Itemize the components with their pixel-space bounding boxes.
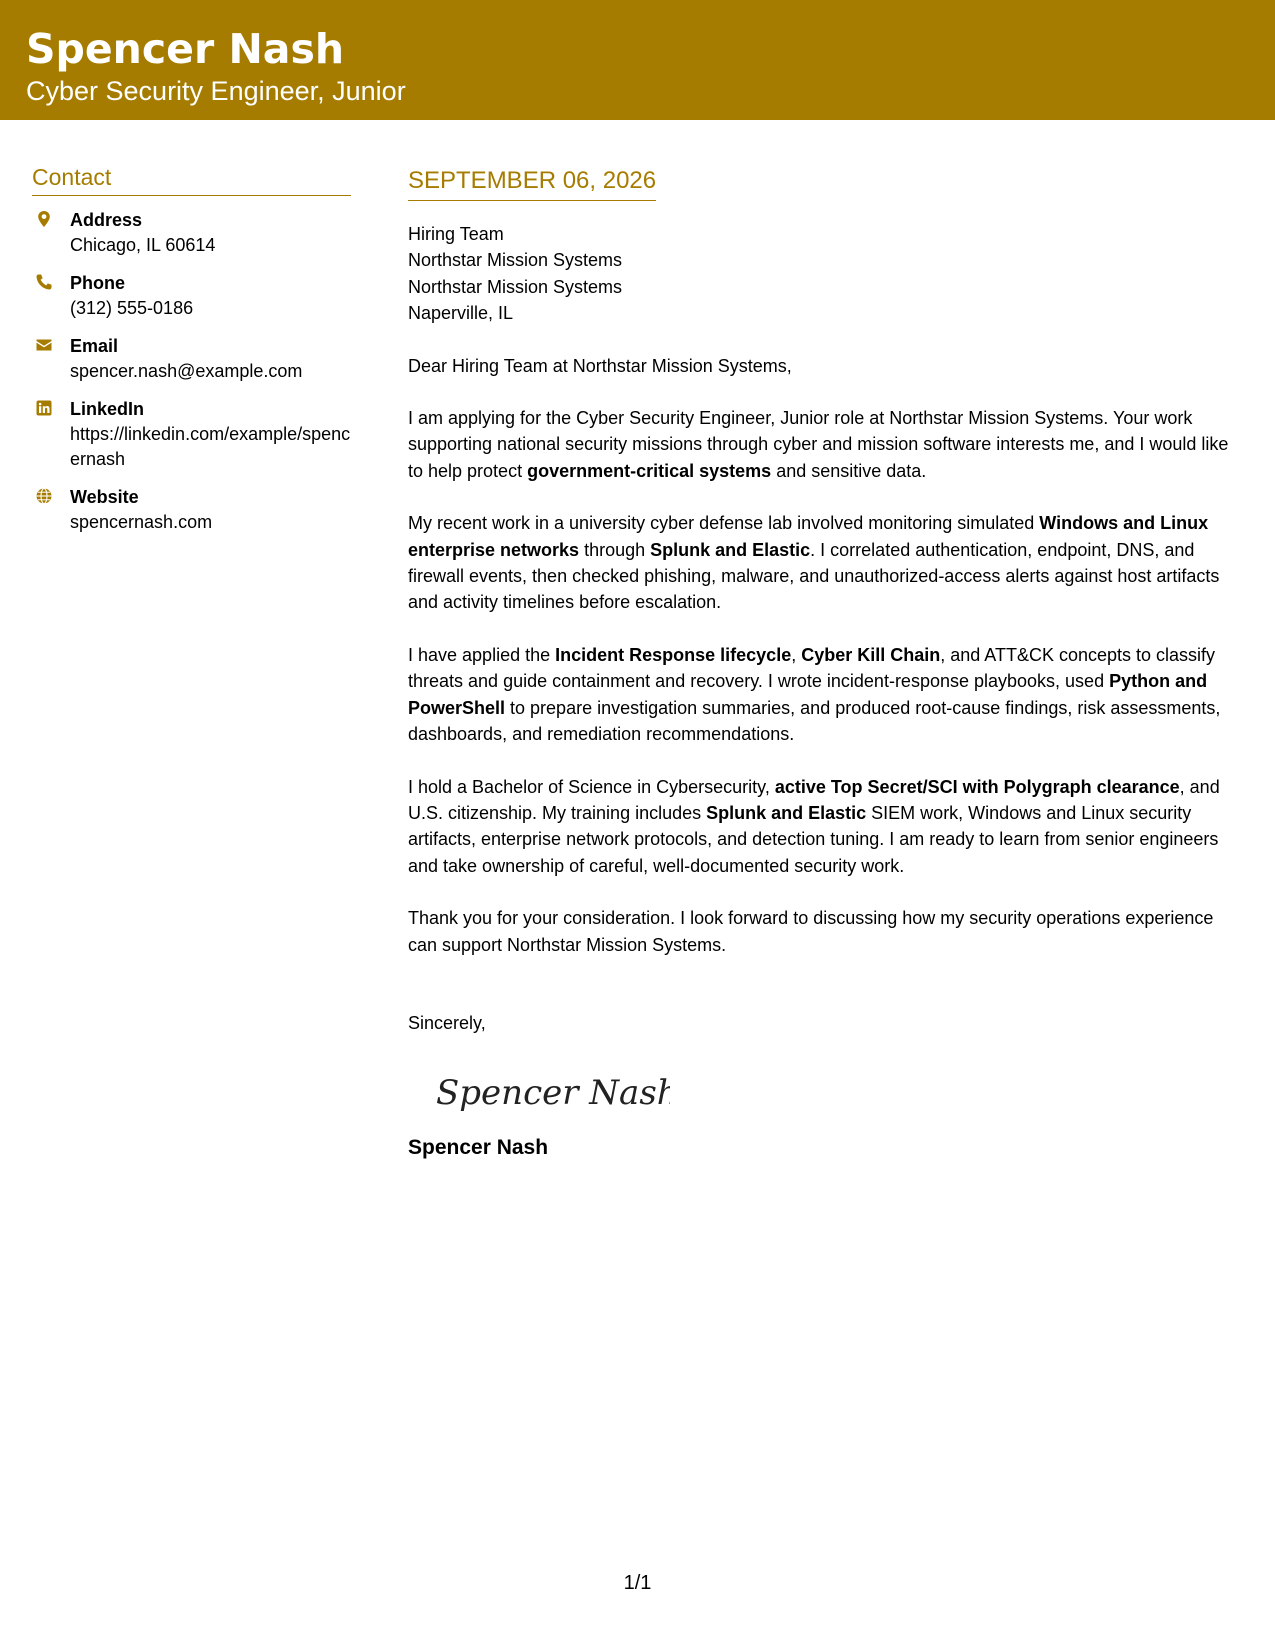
phone-value: (312) 555-0186: [70, 298, 194, 318]
email-label: Email: [70, 336, 119, 356]
header-banner: [0, 0, 1275, 120]
signature-image: [430, 1056, 1246, 1126]
contact-item-phone: [32, 271, 351, 321]
linkedin-icon: [35, 399, 53, 417]
website-value[interactable]: spencernash.com: [70, 512, 213, 532]
recipient-line: Naperville, IL: [408, 303, 514, 324]
closing: Sincerely,: [408, 1012, 486, 1033]
contact-item-email: [32, 334, 351, 384]
applicant-name: Spencer Nash: [26, 25, 345, 73]
paragraph-1: I am applying for the Cyber Security Engineer, Junior role at Northstar Mission Systems. Your work supporting national security missions through cyber and mission software interests me, and I would like to help protect government-critical systems and sensitive data.: [408, 408, 1229, 481]
signer-name: Spencer Nash: [408, 1136, 549, 1160]
contact-item-address: [32, 208, 351, 258]
linkedin-value[interactable]: https://linkedin.com/example/spencernash: [70, 424, 351, 469]
website-label: Website: [70, 487, 139, 507]
salutation: Dear Hiring Team at Northstar Mission Systems,: [408, 355, 792, 376]
recipient-line: Northstar Mission Systems: [408, 250, 623, 271]
paragraph-4: I hold a Bachelor of Science in Cybersecurity, active Top Secret/SCI with Polygraph clearance, and U.S. citizenship. My training includes Splunk and Elastic SIEM work, Windows and Linux security artifacts, enterprise network protocols, and detection tuning. I am ready to learn from senior engineers and take ownership of careful, well-documented security work.: [408, 776, 1220, 876]
address-value: Chicago, IL 60614: [70, 235, 216, 255]
paragraph-5: Thank you for your consideration. I look forward to discussing how my security operations experience can support Northstar Mission Systems.: [408, 908, 1214, 955]
phone-label: Phone: [70, 273, 126, 293]
map-pin-icon: [35, 210, 53, 228]
recipient-line: Northstar Mission Systems: [408, 276, 623, 297]
linkedin-label: LinkedIn: [70, 399, 145, 419]
globe-icon: [35, 487, 53, 505]
paragraph-2: My recent work in a university cyber defense lab involved monitoring simulated Windows and Linux enterprise networks through Splunk and Elastic. I correlated authentication, endpoint, DNS, and firewall events, then checked phishing, malware, and unauthorized-access alerts against host artifacts and activity timelines before escalation.: [408, 513, 1220, 613]
contact-item-website: [32, 485, 351, 535]
email-value: spencer.nash@example.com: [70, 361, 303, 381]
page-number: 1/1: [623, 1572, 652, 1594]
recipient-block: [408, 221, 1246, 327]
paragraph-3: I have applied the Incident Response lifecycle, Cyber Kill Chain, and ATT&CK concepts to classify threats and guide containment and recovery. I wrote incident-response playbooks, used Python and PowerShell to prepare investigation summaries, and produced root-cause findings, risk assessments, dashboards, and remediation recommendations.: [408, 644, 1221, 745]
contact-heading: Contact: [32, 162, 351, 196]
svg-text:Spencer Nash: Spencer Nash: [436, 1073, 670, 1114]
contact-sidebar: [32, 162, 351, 548]
envelope-icon: [35, 336, 53, 354]
letter-body: [408, 166, 1246, 1162]
applicant-title: Cyber Security Engineer, Junior: [26, 76, 406, 106]
contact-item-linkedin: [32, 397, 351, 472]
recipient-line: Hiring Team: [408, 224, 504, 244]
address-label: Address: [70, 210, 143, 230]
phone-icon: [35, 273, 53, 291]
letter-date: SEPTEMBER 06, 2026: [408, 166, 656, 201]
